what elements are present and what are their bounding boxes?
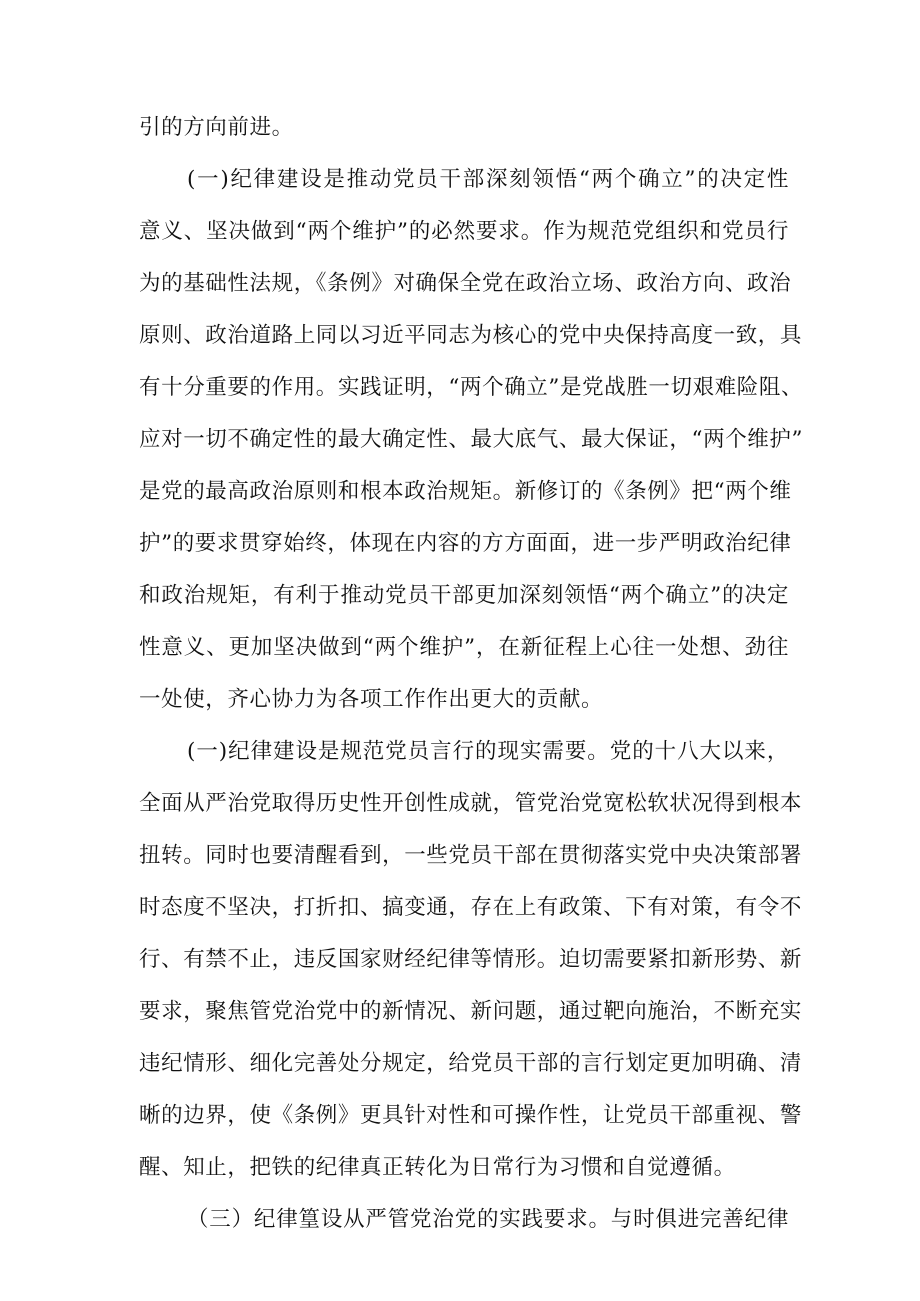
text-line-7: 应对一切不确定性的最大确定性、最大底气、最大保证，“两个维护”: [139, 427, 804, 452]
text-line-5: 原则、政治道路上同以习近平同志为核心的党中央保持高度一致，具: [139, 323, 803, 348]
text-line-12: 一处使，齐心协力为各项工作作出更大的贡献。: [139, 687, 604, 712]
section-heading-2: (一)纪律建设是规范党员言行的现实需要。党的十八大以来，: [187, 739, 789, 764]
section-heading-3: （三）纪律篁设从严管党治党的实践要求。与时俱进完善纪律: [187, 1207, 789, 1232]
section-heading-1: (一)纪律建设是推动党员干部深刻领悟“两个确立”的决定性: [187, 167, 789, 192]
text-line-3: 意义、坚决做到“两个维护”的必然要求。作为规范党组织和党员行: [139, 219, 789, 244]
text-line-18: 要求，聚焦管党治党中的新情况、新问题，通过靶向施治，不断充实: [139, 999, 803, 1024]
text-line-19: 违纪情形、细化完善处分规定，给党员干部的言行划定更加明确、清: [139, 1051, 803, 1076]
text-line-16: 时态度不坚决，打折扣、搞变通，存在上有政策、下有对策，有令不: [139, 895, 803, 920]
text-line-17: 行、有禁不止，违反国家财经纪律等情形。迫切需要紧扣新形势、新: [139, 947, 803, 972]
text-line-10: 和政治规矩，有利于推动党员干部更加深刻领悟“两个确立”的决定: [139, 583, 789, 608]
text-line-1: 引的方向前进。: [139, 115, 294, 140]
text-line-4: 为的基础性法规，《条例》对确保全党在政治立场、政治方向、政治: [139, 271, 792, 296]
text-line-15: 扭转。同时也要清醒看到，一些党员干部在贯彻落实党中央决策部署: [139, 843, 803, 868]
text-line-21: 醒、知止，把铁的纪律真正转化为日常行为习惯和自觉遵循。: [139, 1155, 736, 1180]
text-line-8: 是党的最高政治原则和根本政治规矩。新修订的《条例》把“两个维: [139, 479, 792, 504]
text-line-9: 护”的要求贯穿始终，体现在内容的方方面面，进一步严明政治纪律: [139, 531, 792, 556]
text-line-6: 有十分重要的作用。实践证明，“两个确立”是党战胜一切艰难险阻、: [139, 375, 804, 400]
text-line-11: 性意义、更加坚决做到“两个维护”，在新征程上心往一处想、劲往: [139, 635, 789, 660]
text-line-20: 晰的边界，使《条例》更具针对性和可操作性，让党员干部重视、警: [139, 1103, 803, 1128]
text-line-14: 全面从严治党取得历史性开创性成就，管党治党宽松软状况得到根本: [139, 791, 803, 816]
